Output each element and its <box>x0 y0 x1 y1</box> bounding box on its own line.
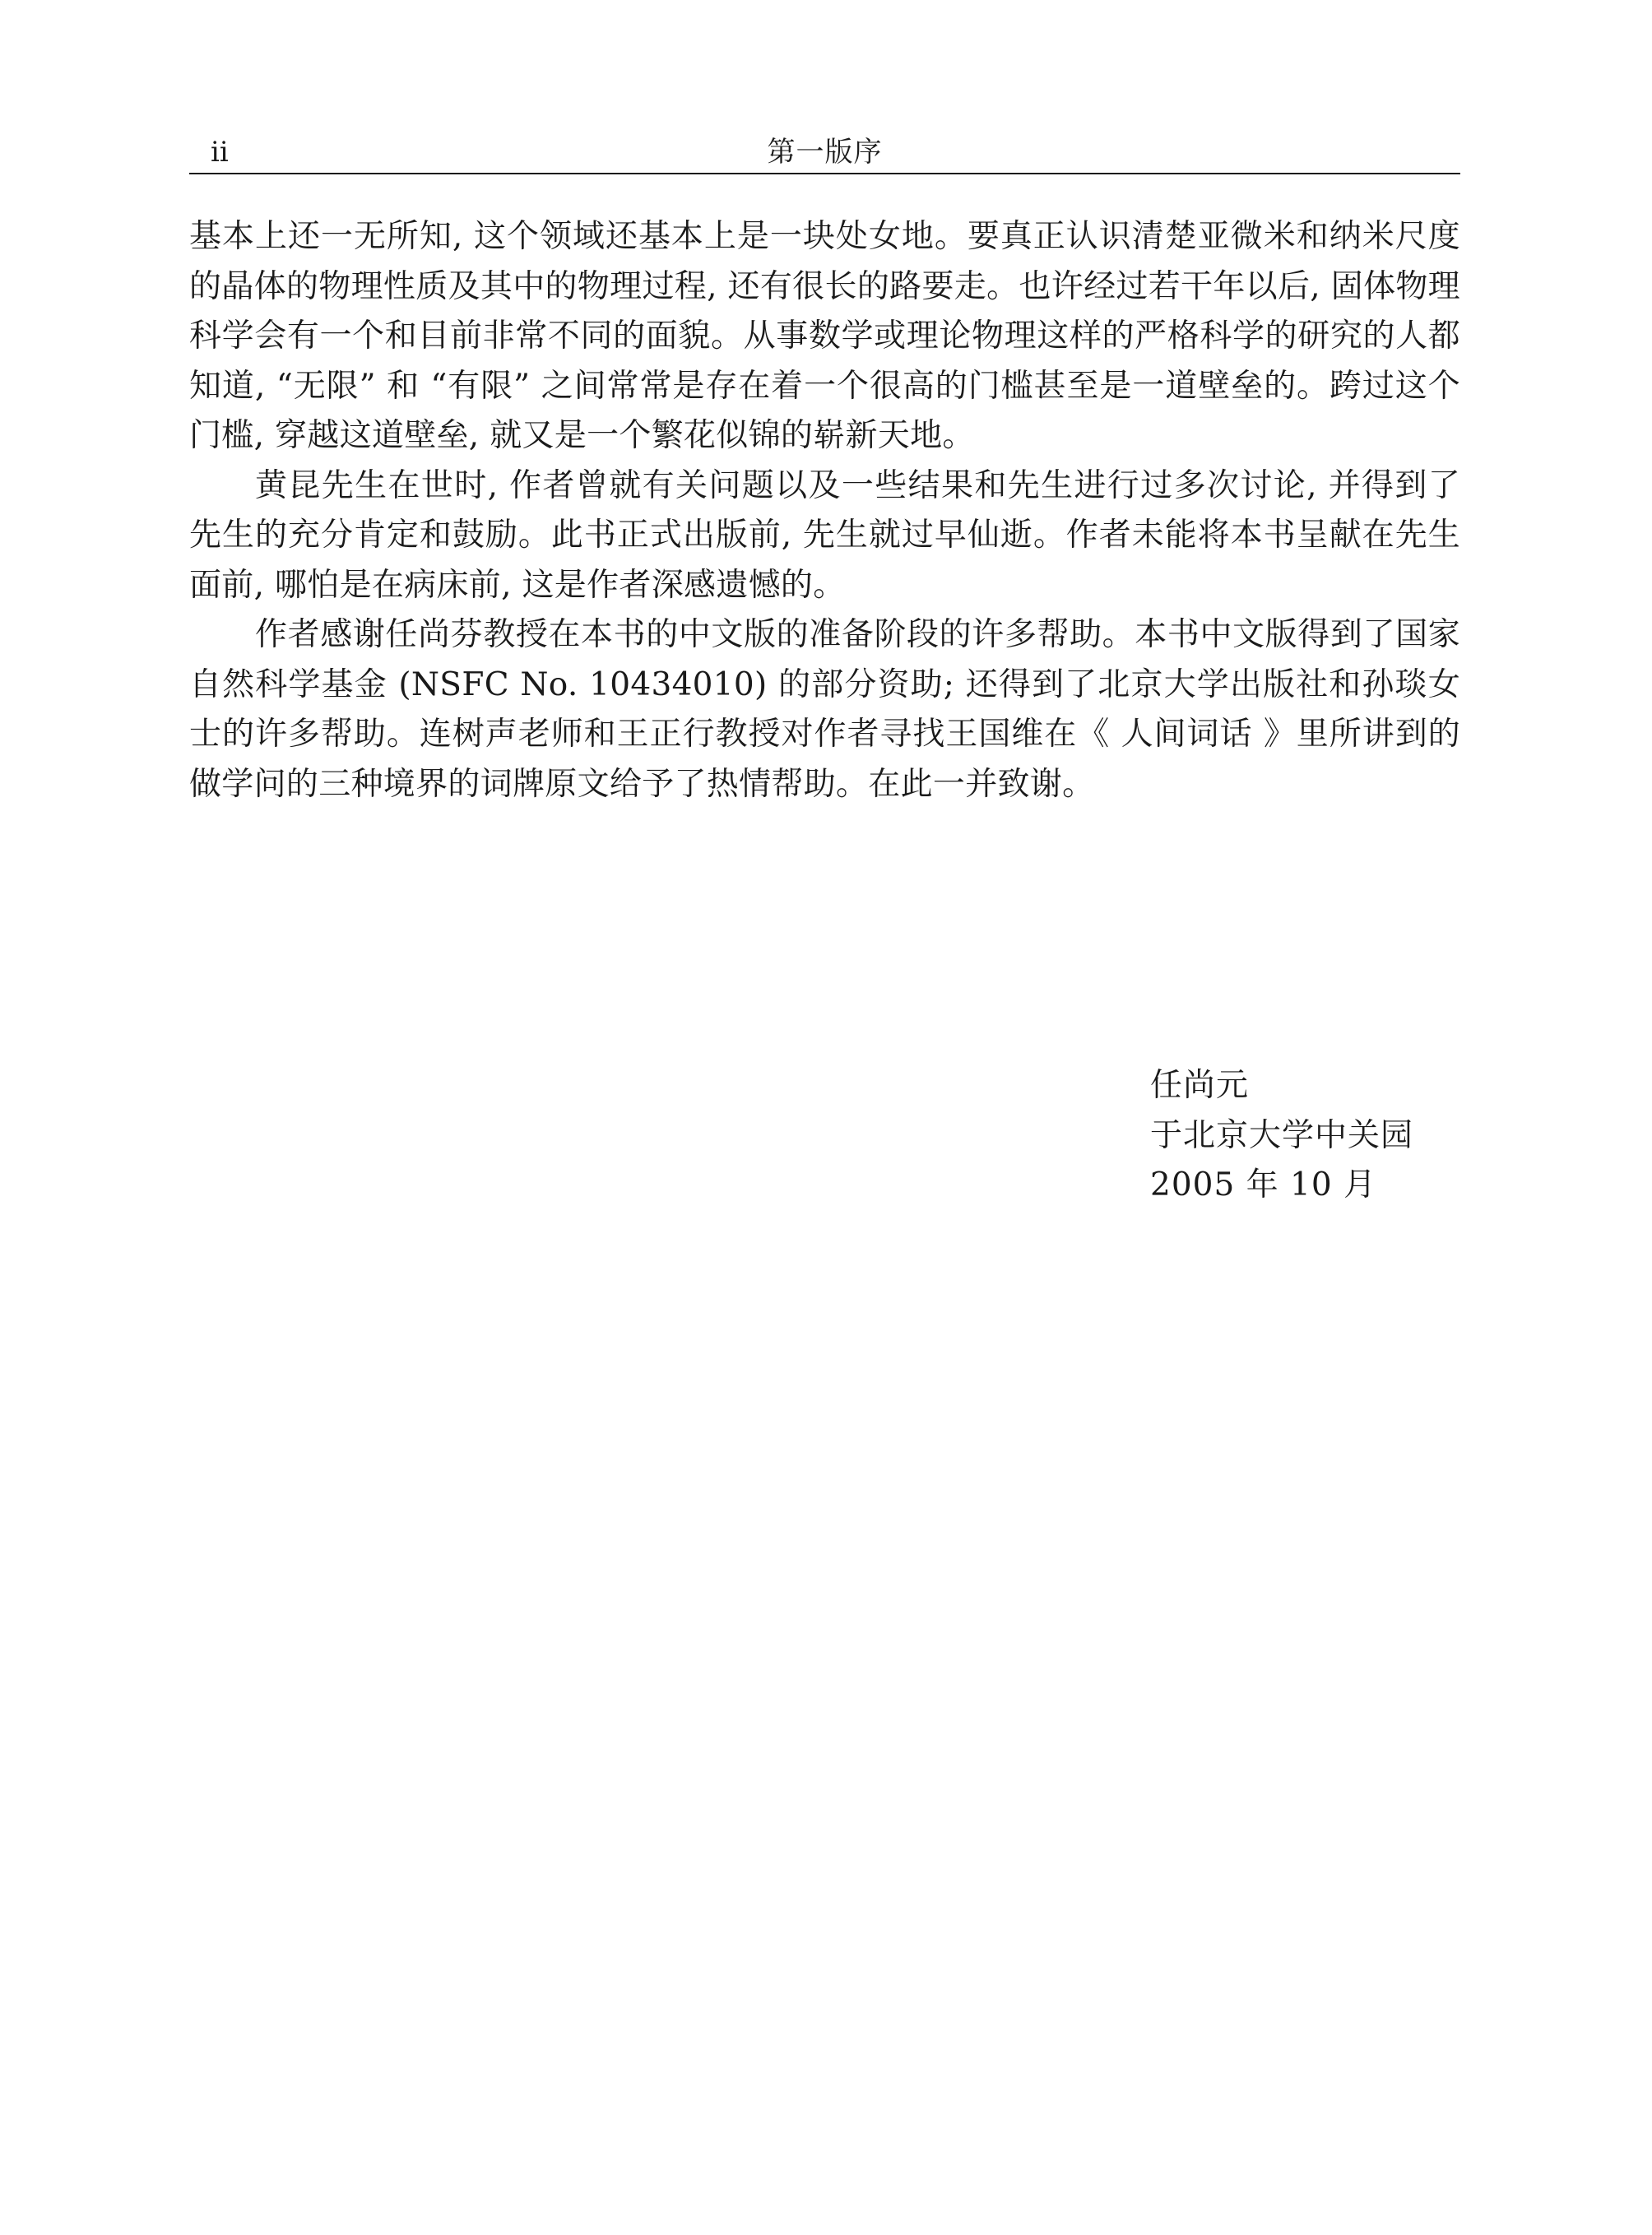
page-number: ii <box>211 136 229 169</box>
body-text <box>189 212 1460 809</box>
paragraph-acknowledgements: 作者感谢任尚芬教授在本书的中文版的准备阶段的许多帮助。本书中文版得到了国家自然科学基金 (NSFC No. 10434010) 的部分资助; 还得到了北京大学出版社和孙琰女士的许多帮助。连树声老师和王正行教授对作者寻找王国维在《 人间词话 》里所讲到的做学问的三种境界的词牌原文给予了热情帮助。在此一并致谢。 <box>189 616 1460 803</box>
header-rule <box>189 173 1460 174</box>
author-name: 任尚元 <box>1150 1067 1250 1104</box>
signature-date: 2005 年 10 月 <box>1150 1166 1377 1203</box>
running-title: 第一版序 <box>767 136 883 169</box>
paragraph-continuation: 基本上还一无所知, 这个领域还基本上是一块处女地。要真正认识清楚亚微米和纳米尺度的晶体的物理性质及其中的物理过程, 还有很长的路要走。也许经过若干年以后, 固体物理科学会有一个和目前非常不同的面貌。从事数学或理论物理这样的严格科学的研究的人都知道, “无限” 和 “有限” 之间常常是存在着一个很高的门槛甚至是一道壁垒的。跨过这个门槛, 穿越这道壁垒, 就又是一个繁花似锦的崭新天地。 <box>189 218 1460 454</box>
signature-block <box>1150 1061 1479 1211</box>
paragraph-huang-kun: 黄昆先生在世时, 作者曾就有关问题以及一些结果和先生进行过多次讨论, 并得到了先生的充分肯定和鼓励。此书正式出版前, 先生就过早仙逝。作者未能将本书呈献在先生面前, 哪怕是在病床前, 这是作者深感遗憾的。 <box>189 466 1460 604</box>
signature-place: 于北京大学中关园 <box>1150 1116 1414 1154</box>
running-header <box>189 132 1460 173</box>
